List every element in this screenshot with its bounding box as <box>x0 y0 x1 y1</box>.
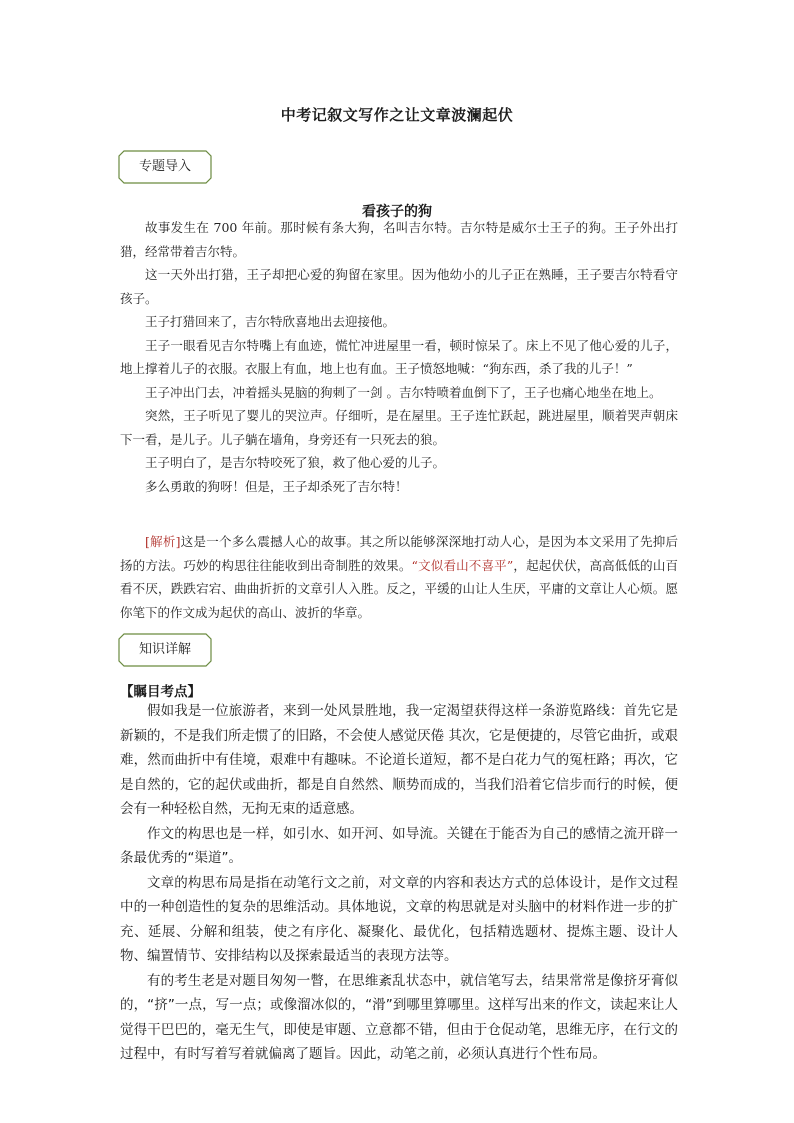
story-paragraph: 王子冲出门去，冲着摇头晃脑的狗刺了一剑 。吉尔特喷着血倒下了，王子也痛心地坐在地上。 <box>145 384 662 400</box>
knowledge-paragraph: 作文的构思也是一样，如引水、如开河、如导流。关键在于能否为自己的感情之流开辟一条最优秀的“渠道”。 <box>120 825 678 866</box>
section-label-intro <box>118 150 212 184</box>
section-label-knowledge-text: 知识详解 <box>138 642 191 657</box>
analysis-quote: “文似看山不喜平” <box>411 557 514 573</box>
knowledge-paragraph: 假如我是一位旅游者，来到一处风景胜地，我一定渴望获得这样一条游览路线：首先它是新颖的，不是我们所走惯了的旧路，不会使人感觉厌倦 其次，它是便捷的，尽管它曲折，或艰难，然而曲折中有佳境，艰难中有趣味。不论道长道短，都不是白花力气的冤枉路；再次，它是自然的，它的起伏或曲折，都是自自然然、顺势而成的，当我们沿着它信步而行的时候，便会有一种轻松自然，无拘无束的适意感。 <box>120 703 678 817</box>
story-paragraph: 突然，王子听见了婴儿的哭泣声。仔细听，是在屋里。王子连忙跃起，跳进屋里，顺着哭声朝床下一看，是儿子。儿子躺在墙角，身旁还有一只死去的狼。 <box>120 408 678 447</box>
story-paragraph: 王子明白了，是吉尔特咬死了狼，救了他心爱的儿子。 <box>145 455 446 470</box>
story-paragraph: 故事发生在 700 年前。那时候有条大狗，名叫吉尔特。吉尔特是威尔士王子的狗。王子外出打猎，经常带着吉尔特。 <box>120 220 678 259</box>
knowledge-body <box>120 699 678 1067</box>
section-label-intro-text: 专题导入 <box>138 159 191 174</box>
section-label-knowledge <box>118 633 212 667</box>
analysis-label: [解析] <box>145 534 181 549</box>
analysis-text-b: ，起起伏伏，高高低低的山百看不厌，跌跌宕宕、曲曲折折的文章引人入胜。反之，平缓的山让人生厌，平庸的文章让人心烦。愿你笔下的作文成为起伏的高山、波折的华章。 <box>120 557 678 620</box>
story-body <box>120 216 678 498</box>
story-title: 看孩子的狗 <box>362 204 432 220</box>
story-paragraph: 王子打猎回来了，吉尔特欣喜地出去迎接他。 <box>145 314 396 329</box>
knowledge-paragraph: 有的考生老是对题目匆匆一瞥，在思维紊乱状态中，就信笔写去，结果常常是像挤牙膏似的，“挤”一点，写一点；或像溜冰似的，“滑”到哪里算哪里。这样写出来的作文，读起来让人觉得干巴巴的，毫无生气，即使是审题、立意都不错，但由于仓促动笔，思维无序，在行文的过程中，有时写着写着就偏离了题旨。因此，动笔之前，必须认真进行个性布局。 <box>120 972 678 1062</box>
analysis-block <box>120 530 678 624</box>
knowledge-paragraph: 文章的构思布局是指在动笔行文之前，对文章的内容和表达方式的总体设计，是作文过程中的一种创造性的复杂的思维活动。具体地说，文章的构思就是对头脑中的材料作进一步的扩充、延展、分解和组装，使之有序化、凝聚化、最优化，包括精选题材、提炼主题、设计人物、编置情节、安排结构以及探索最适当的表现方法等。 <box>120 874 678 964</box>
analysis-text-a: 这是一个多么震撼人心的故事。其之所以能够深深地打动人心，是因为本文采用了先抑后扬的方法。巧妙的构思往往能收到出奇制胜的效果。 <box>120 534 678 573</box>
document-title: 中考记叙文写作之让文章波澜起伏 <box>280 106 514 124</box>
story-paragraph: 多么勇敢的狗呀！但是，王子却杀死了吉尔特！ <box>145 478 408 494</box>
story-paragraph: 王子一眼看见吉尔特嘴上有血迹，慌忙冲进屋里一看，顿时惊呆了。床上不见了他心爱的儿子，地上撑着儿子的衣服。衣服上有血，地上也有血。王子愤怒地喊：“狗东西，杀了我的儿子！” <box>120 337 678 376</box>
story-paragraph: 这一天外出打猎，王子却把心爱的狗留在家里。因为他幼小的儿子正在熟睡，王子要吉尔特看守孩子。 <box>120 267 678 306</box>
knowledge-heading: 【瞩目考点】 <box>120 684 201 700</box>
